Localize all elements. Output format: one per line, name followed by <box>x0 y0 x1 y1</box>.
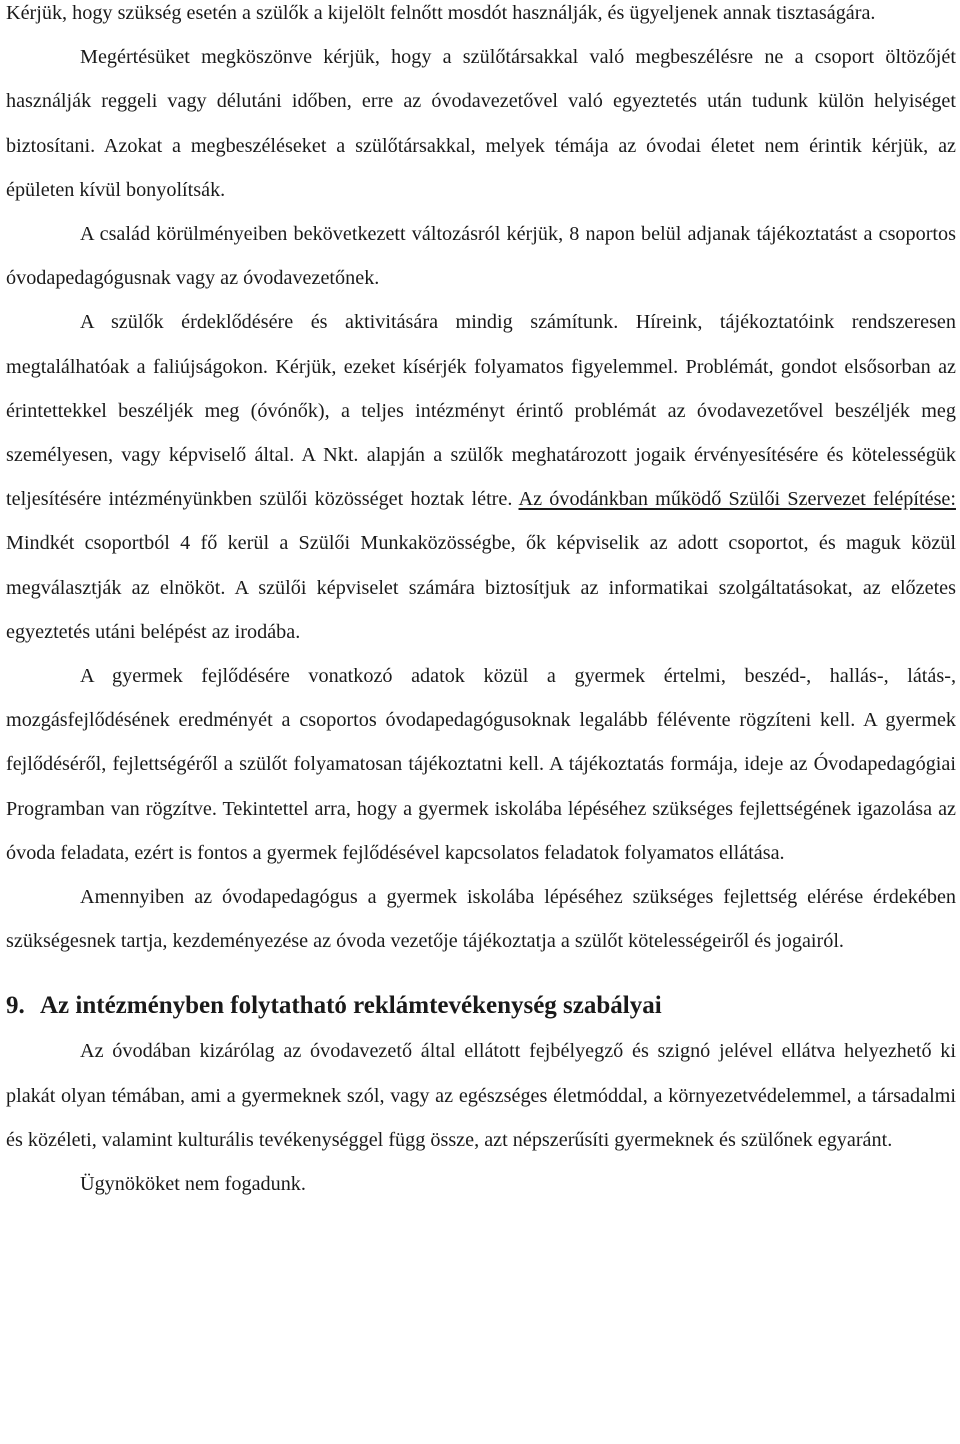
section-number: 9. <box>6 992 25 1020</box>
paragraph-meetings: Megértésüket megköszönve kérjük, hogy a szülőtársakkal való megbeszélésre ne a csoport öltözőjét használják reggeli vagy délutáni időben, erre az óvodavezetővel való egyeztetés után tudunk külön helyiséget biztosítani. Azokat a megbeszéléseket a szülőtársakkal, melyek témája az óvodai életet nem érintik kérjük, az épületen kívül bonyolítsák. <box>6 46 956 201</box>
paragraph-family-changes: A család körülményeiben bekövetkezett változásról kérjük, 8 napon belül adjanak tájékoztatást a csoportos óvodapedagógusnak vagy az óvodavezetőnek. <box>6 223 956 290</box>
section-title: Az intézményben folytatható reklámtevékenység szabályai <box>40 992 662 1020</box>
paragraph-child-development: A gyermek fejlődésére vonatkozó adatok közül a gyermek értelmi, beszéd-, hallás-, látás-, mozgásfejlődésének eredményét a csoportos óvodapedagógusoknak legalább félévente rögzíteni kell. A gyermek fejlődéséről, fejlettségéről a szülőt folyamatosan tájékoztatni kell. A tájékoztatás formája, ideje az Óvodapedagógiai Programban van rögzítve. Tekintettel arra, hogy a gyermek iskolába lépéséhez szükséges fejlettségének igazolása az óvoda feladata, ezért is fontos a gyermek fejlődésével kapcsolatos feladatok folyamatos ellátása. <box>6 665 956 864</box>
paragraph-parent-organization-intro: A szülők érdeklődésére és aktivitására mindig számítunk. Híreink, tájékoztatóink rendszeresen megtalálhatóak a faliújságokon. Kérjük, ezeket kísérjék folyamatos figyelemmel. Problémát, gondot elsősorban az érintettekkel beszéljék meg (óvónők), a teljes intézményt érintő problémát az óvodavezetővel beszéljék meg személyesen, vagy képviselő által. A Nkt. alapján a szülők meghatározott jogaik érvényesítésére és kötelességük teljesítésére intézményünkben szülői közösséget hoztak létre. <box>6 311 956 511</box>
paragraph-school-readiness: Amennyiben az óvodapedagógus a gyermek iskolába lépéséhez szükséges fejlettség elérése érdekében szükségesnek tartja, kezdeményezése az óvoda vezetője tájékoztatja a szülőt kötelességeiről és jogairól. <box>6 886 956 953</box>
section-heading <box>6 987 956 1025</box>
paragraph-parent-organization <box>6 300 956 654</box>
paragraph-parent-organization-details: Mindkét csoportból 4 fő kerül a Szülői Munkaközösségbe, ők képviselik az adott csoportot, és maguk közül megválasztják az elnököt. A szülői képviselet számára biztosítjuk az informatikai szolgáltatásokat, az előzetes egyeztetés utáni belépést az irodába. <box>6 532 956 643</box>
paragraph-posters: Az óvodában kizárólag az óvodavezető által ellátott fejbélyegző és szignó jelével ellátva helyezhető ki plakát olyan témában, ami a gyermeknek szól, vagy az egészséges életmóddal, a környezetvédelemmel, a társadalmi és közéleti, valamint kulturális tevékenységgel függ össze, azt népszerűsíti gyermeknek és szülőnek egyaránt. <box>6 1040 956 1151</box>
document-page <box>6 0 956 1206</box>
paragraph-agents: Ügynököket nem fogadunk. <box>80 1173 306 1196</box>
parent-organization-structure-heading: Az óvodánkban működő Szülői Szervezet felépítése: <box>518 488 956 511</box>
paragraph-restroom: Kérjük, hogy szükség esetén a szülők a kijelölt felnőtt mosdót használják, és ügyeljenek annak tisztaságára. <box>6 2 876 24</box>
